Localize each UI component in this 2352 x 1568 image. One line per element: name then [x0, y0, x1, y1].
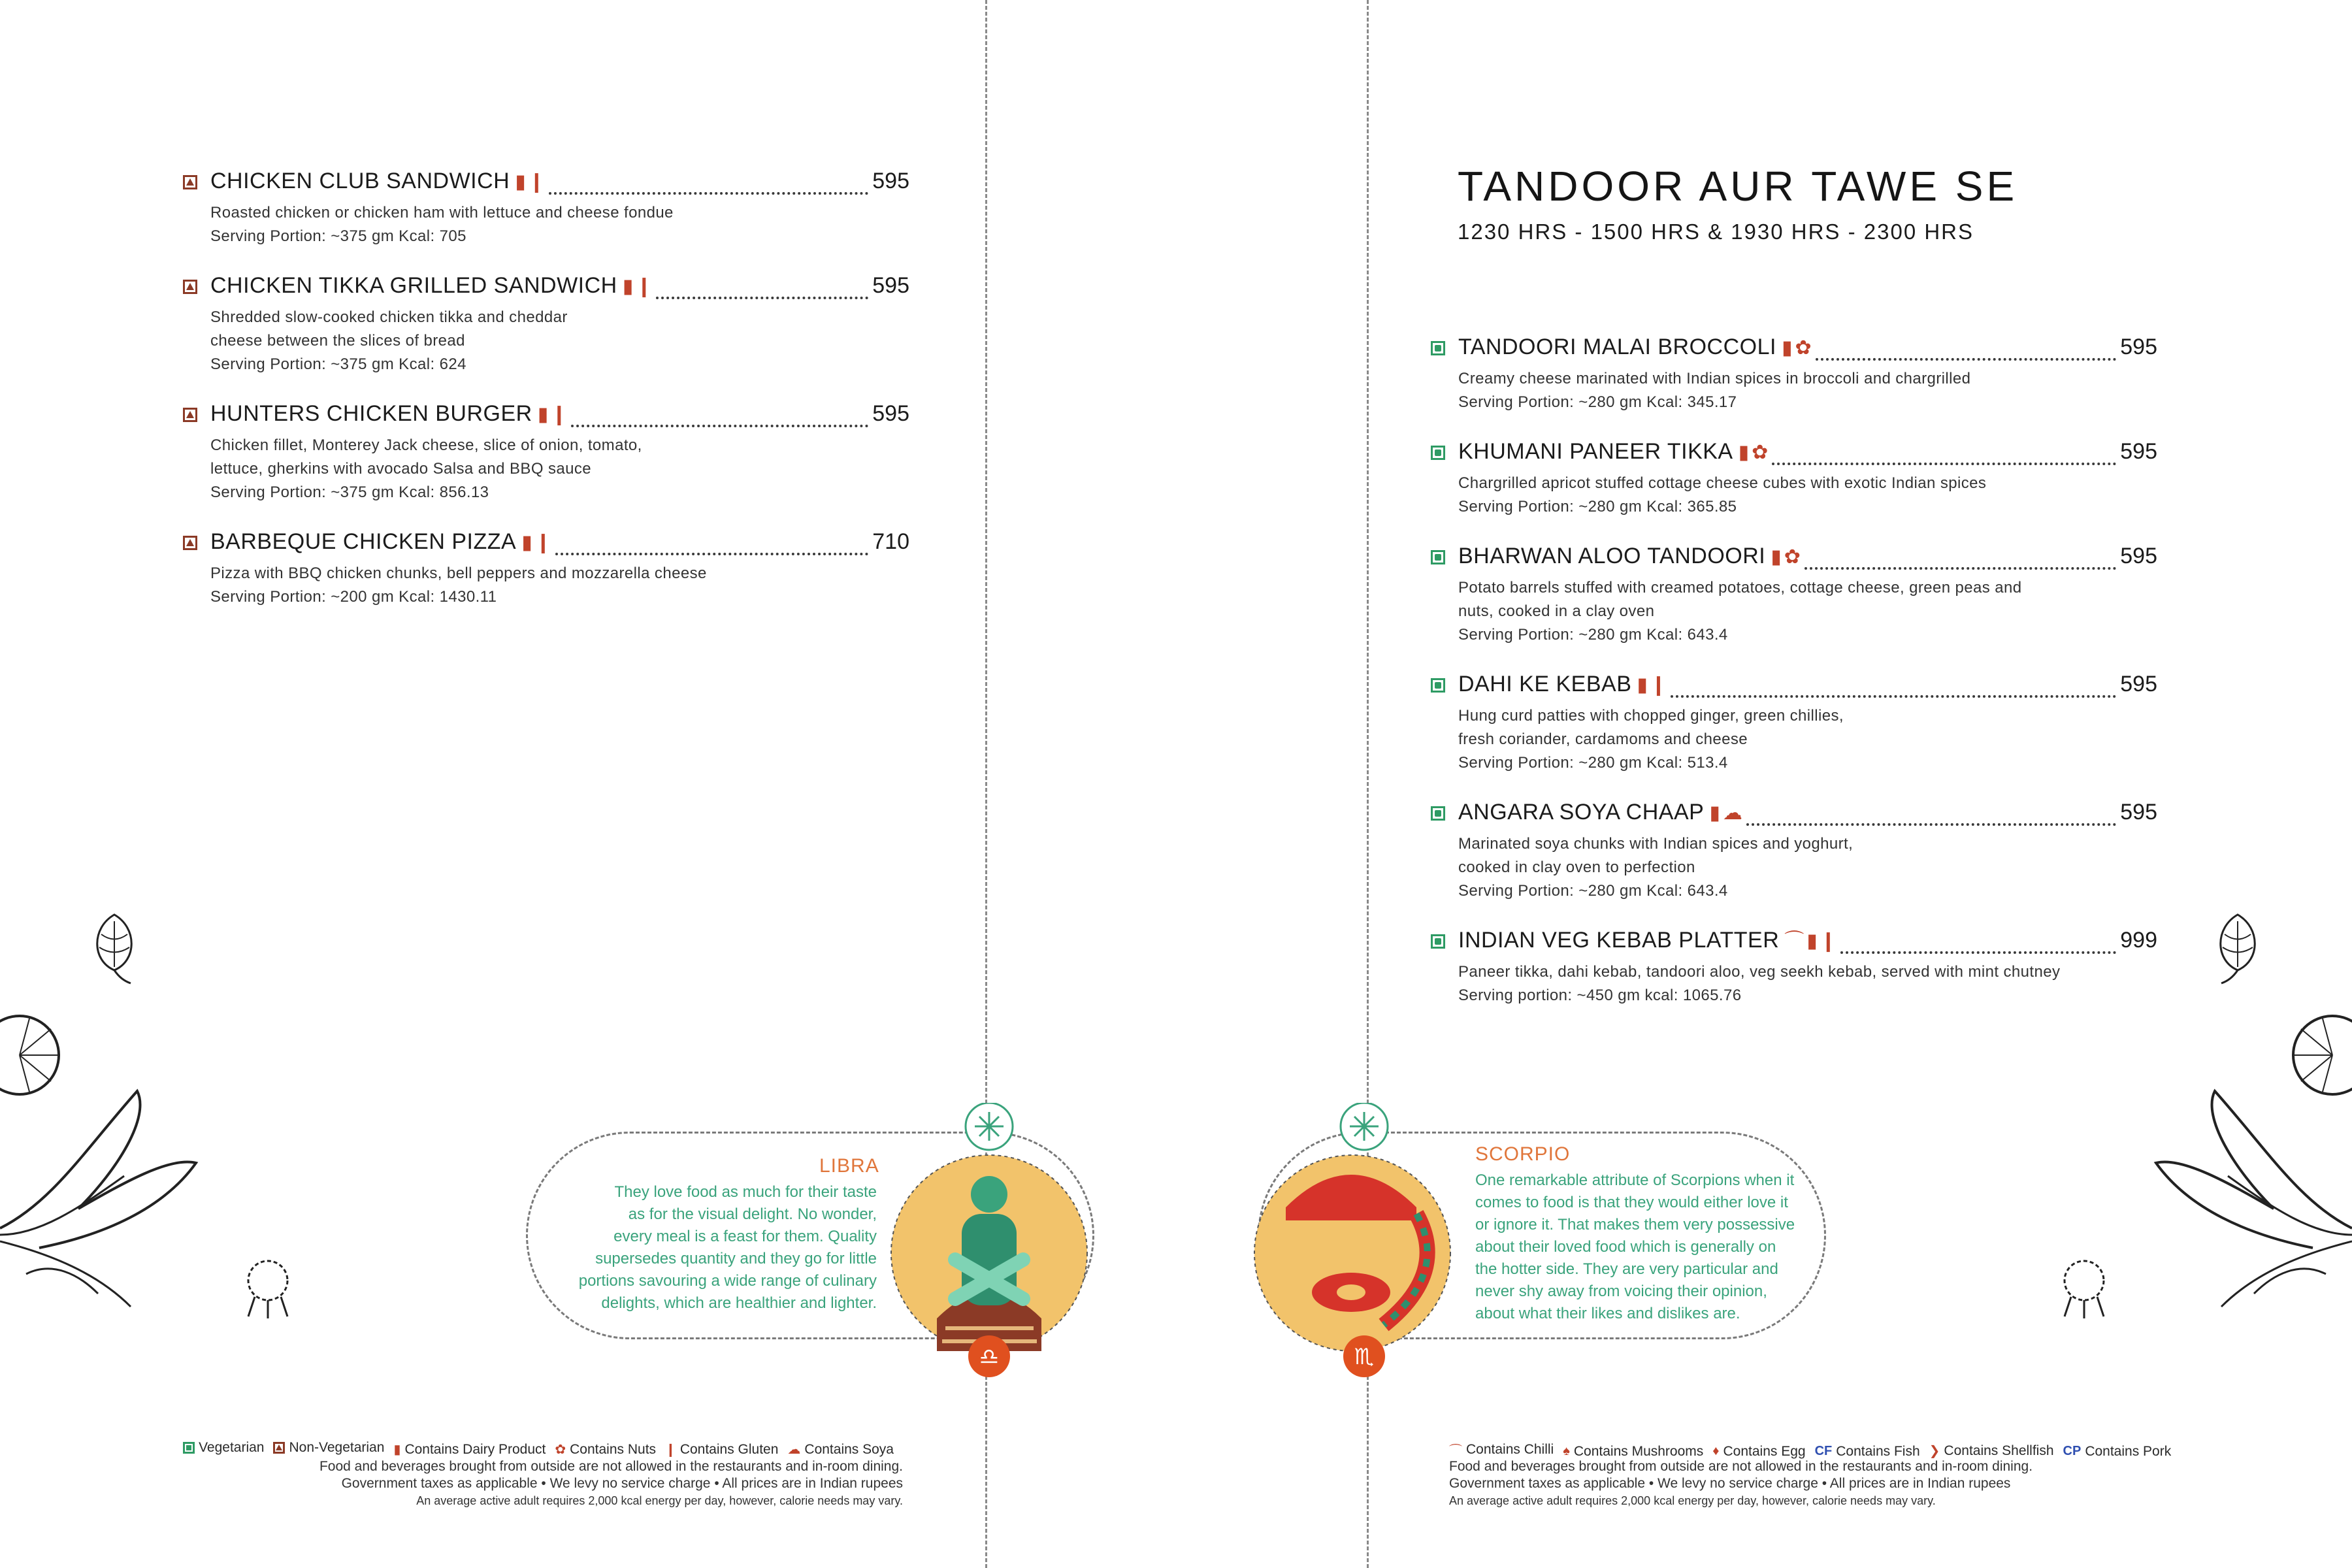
svg-text:♏: ♏: [1354, 1344, 1375, 1370]
menu-item: [184, 401, 909, 504]
description-line: Marinated soya chunks with Indian spices and yoghurt,: [1458, 835, 1854, 853]
dot-leader: [571, 408, 868, 427]
menu-item-header: [184, 273, 909, 306]
allergen-icons: [1784, 932, 1837, 951]
zodiac-text-line: the hotter side. They are very particular and: [1475, 1260, 1778, 1278]
menu-item: [1432, 439, 2157, 519]
menu-item: [1432, 928, 2157, 1007]
dot-leader: [555, 536, 868, 555]
libra-title: LIBRA: [819, 1155, 879, 1177]
veg-icon: [1431, 550, 1445, 564]
soya-icon: ☁: [1722, 802, 1742, 824]
menu-item-header: [1432, 672, 2157, 704]
allergen-icons: [1739, 443, 1769, 463]
menu-item-name: CHICKEN TIKKA GRILLED SANDWICH: [210, 273, 617, 298]
nonveg-icon: [183, 175, 197, 189]
legend-item: [787, 1441, 894, 1458]
description-line: fresh coriander, cardamoms and cheese: [1458, 730, 1748, 748]
allergen-icons: [1709, 804, 1742, 823]
allergen-icons: [1771, 547, 1801, 567]
fish-icon: CF: [1814, 1444, 1833, 1458]
description-line: Serving Portion: ~200 gm Kcal: 1430.11: [210, 588, 497, 606]
right-footer-notes: [1449, 1458, 2033, 1509]
menu-item: [1432, 335, 2157, 414]
leafy-vegetable-drawing-right: [2136, 1078, 2352, 1313]
menu-item-header: [1432, 928, 2157, 960]
dot-leader: [656, 280, 868, 299]
description-line: Pizza with BBQ chicken chunks, bell peppers and mozzarella cheese: [210, 564, 707, 582]
zodiac-text-line: about their loved food which is generally on: [1475, 1238, 1776, 1256]
menu-item-name: ANGARA SOYA CHAAP: [1458, 800, 1705, 825]
legend-label: Contains Gluten: [679, 1441, 779, 1457]
zodiac-text-line: every meal is a feast for them. Quality: [613, 1228, 877, 1245]
legend-label: Contains Soya: [804, 1441, 894, 1457]
menu-item-price: 999: [2120, 928, 2157, 953]
dairy-icon: ▮: [521, 532, 532, 553]
nuts-icon: ✿: [1784, 546, 1801, 568]
description-line: Chargrilled apricot stuffed cottage cheese cubes with exotic Indian spices: [1458, 474, 1987, 492]
dairy-icon: ▮: [537, 404, 549, 425]
veg-icon: [1431, 341, 1445, 355]
menu-item-header: [1432, 544, 2157, 576]
menu-item-name: TANDOORI MALAI BROCCOLI: [1458, 335, 1776, 359]
dot-leader: [1671, 678, 2116, 698]
zodiac-text-line: never shy away from voicing their opinion,: [1475, 1282, 1767, 1300]
legend-label: Contains Nuts: [570, 1441, 657, 1457]
legend-label: Contains Egg: [1723, 1443, 1806, 1459]
allergen-icons: [515, 172, 545, 192]
description-line: nuts, cooked in a clay oven: [1458, 602, 1655, 620]
legend-item: [1449, 1440, 1554, 1459]
right-menu-list: [1432, 335, 2157, 1032]
nonveg-icon: [183, 408, 197, 422]
description-line: Serving portion: ~450 gm kcal: 1065.76: [1458, 987, 1742, 1004]
menu-item: [1432, 800, 2157, 903]
description-line: Serving Portion: ~375 gm Kcal: 856.13: [210, 483, 489, 501]
menu-item-price: 595: [2120, 544, 2157, 568]
description-line: Roasted chicken or chicken ham with lettuce and cheese fondue: [210, 204, 674, 221]
menu-item-header: [184, 169, 909, 201]
dairy-icon: ▮: [1781, 337, 1793, 359]
description-line: Serving Portion: ~280 gm Kcal: 643.4: [1458, 882, 1728, 900]
legend-item: [2063, 1444, 2172, 1460]
zodiac-text-line: They love food as much for their taste: [614, 1183, 877, 1201]
allergen-icons: [521, 533, 551, 553]
menu-item-price: 595: [872, 169, 909, 193]
soya-icon: ☁: [787, 1443, 801, 1457]
description-line: Chicken fillet, Monterey Jack cheese, slice of onion, tomato,: [210, 436, 642, 454]
scorpio-title: SCORPIO: [1475, 1143, 1571, 1165]
menu-item-name: DAHI KE KEBAB: [1458, 672, 1632, 696]
menu-item-price: 710: [872, 529, 909, 554]
footer-note-line: Food and beverages brought from outside are not allowed in the restaurants and in-room dining.: [319, 1459, 903, 1474]
legend-label: Contains Chilli: [1466, 1441, 1554, 1457]
libra-text: [542, 1181, 877, 1315]
nonveg-icon: [183, 536, 197, 550]
legend-label: Contains Mushrooms: [1573, 1443, 1704, 1459]
menu-item: [1432, 544, 2157, 647]
nonveg-icon: [273, 1442, 285, 1454]
menu-item-name: BHARWAN ALOO TANDOORI: [1458, 544, 1766, 568]
dot-leader: [1816, 341, 2117, 361]
legend-label: Contains Dairy Product: [404, 1441, 546, 1457]
legend-label: Contains Shellfish: [1944, 1443, 2054, 1458]
description-line: Hung curd patties with chopped ginger, green chillies,: [1458, 707, 1844, 725]
zodiac-text-line: One remarkable attribute of Scorpions when it: [1475, 1171, 1795, 1189]
legend-item: [1563, 1444, 1703, 1460]
legend-item: [665, 1441, 778, 1458]
description-line: Serving Portion: ~280 gm Kcal: 513.4: [1458, 754, 1728, 772]
menu-item-header: [184, 401, 909, 434]
menu-item-header: [1432, 800, 2157, 832]
gluten-icon: ❙: [636, 276, 653, 297]
legend-item: [1712, 1444, 1805, 1460]
menu-item-price: 595: [2120, 439, 2157, 464]
left-footer-notes: [319, 1458, 903, 1509]
zodiac-text-line: portions savouring a wide range of culinary: [578, 1272, 877, 1290]
zodiac-text-line: supersedes quantity and they go for little: [595, 1250, 877, 1267]
gluten-icon: ❙: [534, 532, 551, 553]
footer-note-line: Food and beverages brought from outside are not allowed in the restaurants and in-room dining.: [1449, 1459, 2033, 1474]
legend-label: Non-Vegetarian: [289, 1440, 385, 1455]
description-line: Serving Portion: ~280 gm Kcal: 365.85: [1458, 498, 1737, 515]
svg-text:♎: ♎: [979, 1344, 1000, 1370]
menu-item-name: HUNTERS CHICKEN BURGER: [210, 401, 532, 426]
menu-item-price: 595: [872, 273, 909, 298]
dot-leader: [1746, 806, 2116, 826]
description-line: Serving Portion: ~280 gm Kcal: 345.17: [1458, 393, 1737, 411]
dairy-icon: ▮: [1709, 802, 1720, 824]
menu-item-header: [1432, 335, 2157, 367]
menu-item-header: [184, 529, 909, 562]
dairy-icon: ▮: [622, 276, 634, 297]
menu-item-price: 595: [2120, 672, 2157, 696]
dot-leader: [1805, 550, 2116, 570]
artichoke-drawing-right: [2208, 908, 2267, 987]
legend-item: [393, 1441, 546, 1458]
section-title: TANDOOR AUR TAWE SE: [1458, 163, 2018, 210]
legend-item: [273, 1440, 384, 1456]
description-line: Shredded slow-cooked chicken tikka and cheddar: [210, 308, 568, 326]
dot-leader: [1772, 446, 2116, 465]
zodiac-text-line: delights, which are healthier and lighter.: [601, 1294, 877, 1312]
egg-icon: ♦: [1712, 1444, 1720, 1458]
nuts-icon: ✿: [555, 1443, 566, 1457]
menu-item-description: [1458, 367, 2157, 414]
zodiac-text-line: as for the visual delight. No wonder,: [628, 1205, 877, 1223]
nuts-icon: ✿: [1752, 442, 1769, 463]
description-line: Potato barrels stuffed with creamed potatoes, cottage cheese, green peas and: [1458, 579, 2022, 596]
menu-item-description: [210, 306, 909, 376]
dairy-icon: ▮: [1771, 546, 1782, 568]
scorpio-illustration: [1253, 1103, 1462, 1377]
menu-item-price: 595: [2120, 335, 2157, 359]
allergen-icons: [538, 405, 568, 425]
veg-icon: [1431, 678, 1445, 693]
allergen-icons: [1637, 676, 1667, 695]
legend-item: [183, 1440, 264, 1456]
left-menu-list: [184, 169, 909, 634]
leafy-vegetable-drawing-left: [0, 1078, 216, 1313]
menu-item-name: CHICKEN CLUB SANDWICH: [210, 169, 510, 193]
legend-label: Contains Pork: [2085, 1443, 2172, 1459]
veg-icon: [1431, 934, 1445, 949]
description-line: cooked in clay oven to perfection: [1458, 858, 1695, 876]
description-line: Serving Portion: ~280 gm Kcal: 643.4: [1458, 626, 1728, 644]
menu-item-description: [210, 562, 909, 609]
mushroom-icon: ♠: [1563, 1444, 1570, 1458]
zodiac-text-line: about what their likes and dislikes are.: [1475, 1305, 1740, 1322]
dairy-icon: ▮: [1637, 674, 1648, 696]
menu-item-description: [210, 201, 909, 248]
scorpio-text: [1475, 1169, 1815, 1325]
pork-icon: CP: [2063, 1444, 2082, 1458]
veg-icon: [1431, 446, 1445, 460]
menu-item-description: [1458, 832, 2157, 903]
legend-label: Contains Fish: [1836, 1443, 1920, 1459]
cauliflower-drawing-right: [2045, 1254, 2123, 1320]
gluten-icon: ❙: [528, 171, 545, 193]
dairy-icon: ▮: [1806, 930, 1818, 952]
zodiac-text-line: or ignore it. That makes them very possessive: [1475, 1216, 1795, 1233]
gluten-icon: ❙: [665, 1443, 676, 1457]
menu-item: [184, 529, 909, 609]
menu-item-description: [1458, 576, 2157, 647]
dairy-icon: ▮: [1738, 442, 1750, 463]
footer-note-line: Government taxes as applicable • We levy no service charge • All prices are in Indian rupees: [341, 1476, 903, 1491]
menu-item-name: BARBEQUE CHICKEN PIZZA: [210, 529, 517, 554]
veg-icon: [1431, 806, 1445, 821]
dot-leader: [1840, 934, 2116, 954]
footer-note-line: Government taxes as applicable • We levy no service charge • All prices are in Indian rupees: [1449, 1476, 2011, 1491]
menu-item-description: [1458, 960, 2157, 1007]
menu-item-name: INDIAN VEG KEBAB PLATTER: [1458, 928, 1780, 953]
cauliflower-drawing-left: [229, 1254, 307, 1320]
artichoke-drawing-left: [85, 908, 144, 987]
description-line: Paneer tikka, dahi kebab, tandoori aloo, veg seekh kebab, served with mint chutney: [1458, 963, 2061, 981]
gluten-icon: ❙: [1650, 674, 1667, 696]
gluten-icon: ❙: [1820, 930, 1837, 952]
menu-item: [1432, 672, 2157, 775]
dairy-icon: ▮: [393, 1443, 401, 1457]
menu-item-price: 595: [2120, 800, 2157, 825]
description-line: lettuce, gherkins with avocado Salsa and BBQ sauce: [210, 460, 591, 478]
legend-label: Vegetarian: [199, 1440, 265, 1455]
chilli-icon: ⌒: [1784, 930, 1805, 952]
menu-item-name: KHUMANI PANEER TIKKA: [1458, 439, 1733, 464]
gluten-icon: ❙: [551, 404, 568, 425]
nuts-icon: ✿: [1795, 337, 1812, 359]
menu-item-header: [1432, 439, 2157, 472]
left-legend: [183, 1440, 903, 1458]
shellfish-icon: ❯: [1929, 1444, 1940, 1458]
menu-item-description: [1458, 472, 2157, 519]
description-line: Serving Portion: ~375 gm Kcal: 624: [210, 355, 466, 373]
legend-item: [555, 1441, 656, 1458]
footer-calorie-note: An average active adult requires 2,000 kcal energy per day, however, calorie needs may vary.: [1449, 1494, 1936, 1507]
allergen-icons: [623, 277, 653, 297]
menu-item-description: [1458, 704, 2157, 775]
chilli-icon: ⌒: [1449, 1444, 1462, 1458]
zodiac-text-line: comes to food is that they would either love it: [1475, 1194, 1788, 1211]
menu-item: [184, 169, 909, 248]
footer-calorie-note: An average active adult requires 2,000 kcal energy per day, however, calorie needs may vary.: [416, 1494, 903, 1507]
dairy-icon: ▮: [515, 171, 526, 193]
libra-illustration: [890, 1103, 1099, 1377]
section-hours: 1230 HRS - 1500 HRS & 1930 HRS - 2300 HRS: [1458, 220, 1974, 244]
description-line: Creamy cheese marinated with Indian spices in broccoli and chargrilled: [1458, 370, 1971, 387]
right-legend: [1449, 1440, 2180, 1460]
menu-item-price: 595: [872, 401, 909, 426]
description-line: Serving Portion: ~375 gm Kcal: 705: [210, 227, 466, 245]
veg-icon: [183, 1442, 195, 1454]
dot-leader: [549, 175, 868, 195]
menu-item: [184, 273, 909, 376]
legend-item: [1815, 1444, 1920, 1460]
menu-item-description: [210, 434, 909, 504]
nonveg-icon: [183, 280, 197, 294]
allergen-icons: [1782, 338, 1812, 358]
description-line: cheese between the slices of bread: [210, 332, 465, 350]
legend-item: [1929, 1443, 2054, 1459]
